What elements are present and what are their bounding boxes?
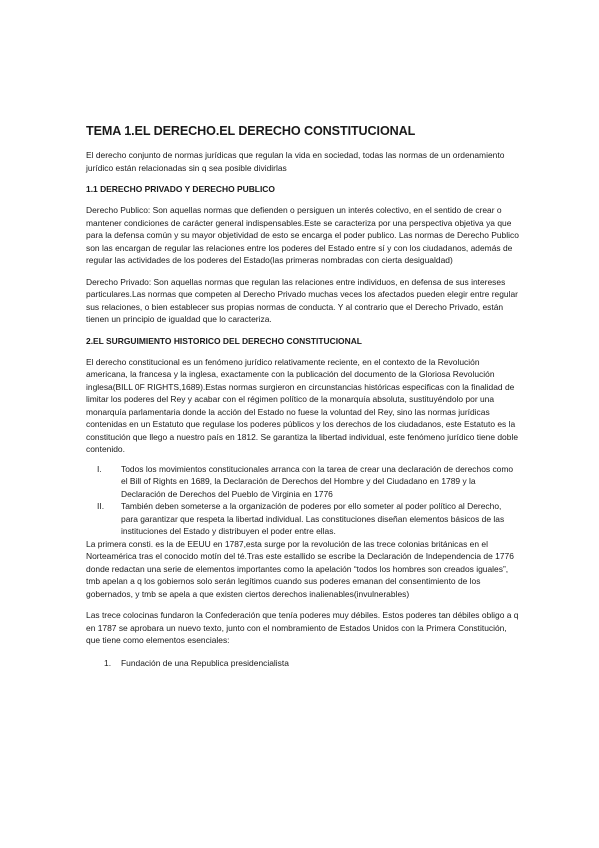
list-item-number: II. xyxy=(97,501,105,511)
roman-list xyxy=(86,463,519,538)
paragraph-derecho-constitucional: El derecho constitucional es un fenómeno jurídico relativamente reciente, en el contexto de la Revolución americana, la francesa y la inglesa, exactamente con la publicación del documento de la Gloriosa Revolución inglesa(BILL 0F RIGHTS,1689).Estas normas surgieron en circunstancias históricas especificas con la finalidad de limitar los poderes del Rey y acabar con el régimen político de la monarquía absoluta, sustituyéndolo por una monarquía parlamentaria donde la acción del Estado no fuese la voluntad del Rey, sino las normas jurídicas contenidas en un Estatuto que regulase los poderes públicos y los derechos de los ciudadanos, este Estatuto es la constitución que llego a nuestro país en 1812. Se garantiza la libertad individual, este fenómeno jurídico tiene doble contenido. xyxy=(86,356,519,454)
paragraph-derecho-publico: Derecho Publico: Son aquellas normas que defienden o persiguen un interés colectivo, en el sentido de crear o mantener condiciones de carácter general indispensables.Este se caracteriza por una perspectiva objetiva ya que para la defensa común y su mayor objetividad de esto se encarga el poder publico. Las normas de Derecho Publico son las encargan de regular las relaciones entre los poderes del Estado entre sí y con los ciudadanos, además de regular las actividades de los poderes del Estado(las primeras nombradas con cierta desigualdad) xyxy=(86,205,519,265)
list-item xyxy=(86,500,519,538)
section-heading-1: 1.1 DERECHO PRIVADO Y DERECHO PUBLICO xyxy=(86,184,275,194)
list-item-text: Todos los movimientos constitucionales arranca con la tarea de crear una declaración de derechos como el Bill of Rights en 1689, la Declaración de Derechos del Hombre y del Ciudadano en 1789 y la Declaración de Derechos del Pueblo de Virginia en 1776 xyxy=(121,463,514,499)
list-item-text: Fundación de una Republica presidencialista xyxy=(121,657,289,668)
list-item-number: 1. xyxy=(104,657,112,668)
paragraph-confederacion: Las trece colocinas fundaron la Confederación que tenía poderes muy débiles. Estos poderes tan débiles obligo a q en 1787 se aprobara un nuevo texto, junto con el nombramiento de Estados Unidos con la Primera Constitución, que tiene como elementos esenciales: xyxy=(86,610,519,645)
paragraph-derecho-privado: Derecho Privado: Son aquellas normas que regulan las relaciones entre individuos, en defensa de sus intereses particulares.Las normas que competen al Derecho Privado muchas veces los afectados pueden elegir entre regular sus relaciones, o bien establecer sus propias normas de conducta. Y al contrario que el Derecho Privado, están tienen un principio de igualdad que lo caracteriza. xyxy=(86,276,518,324)
intro-paragraph: El derecho conjunto de normas jurídicas que regulan la vida en sociedad, todas las normas de un ordenamiento jurídico están relacionadas sin q sea posible dividirlas xyxy=(86,150,505,173)
numbered-list xyxy=(86,657,519,670)
section-heading-2: 2.EL SURGUIMIENTO HISTORICO DEL DERECHO CONSTITUCIONAL xyxy=(86,335,362,346)
list-item xyxy=(86,463,519,501)
page-title: TEMA 1.EL DERECHO.EL DERECHO CONSTITUCIONAL xyxy=(86,124,416,138)
list-item xyxy=(86,657,519,670)
list-item-text: También deben someterse a la organización de poderes por ello someter al poder político al Derecho, para garantizar que respeta la libertad individual. Las constituciones diseñan elementos básicos de las instituciones del Estado y distribuyen el poder entre ellas. xyxy=(121,501,505,536)
list-item-number: I. xyxy=(97,463,102,474)
paragraph-primera-constitucion: La primera consti. es la de EEUU en 1787,esta surge por la revolución de las trece colonias británicas en el Norteamérica tras el conocido motín del té.Tras este estallido se escribe la Declaración de Independencia de 1776 donde redactan una serie de elementos importantes como la apelación “todos los hombres son creados iguales”, tmb apelan a q los gobiernos solo serán legítimos cuando sus poderes emanan del consentimiento de los gobernados, y tmb se apela a que existen ciertos derechos inalienables(invulnerables) xyxy=(86,538,514,599)
